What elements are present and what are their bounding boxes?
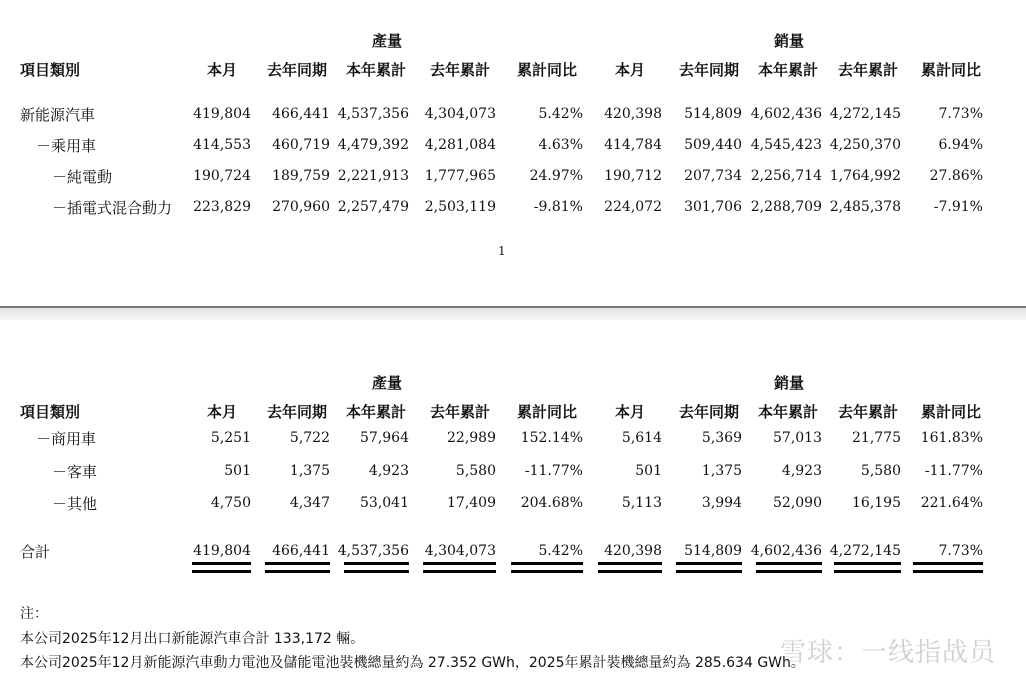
cell-value: 4,750 [210, 495, 251, 511]
double-underline [834, 562, 901, 565]
cell-value: 4.63% [538, 137, 583, 153]
total-value: 4,537,356 [337, 543, 409, 559]
cell-value: 17,409 [447, 495, 496, 511]
cell-value: 207,734 [684, 168, 742, 184]
cell-value: 5,580 [455, 463, 496, 479]
cell-value: -7.91% [933, 199, 983, 215]
row-label: －其他 [52, 495, 98, 513]
cell-value: 4,545,423 [750, 137, 822, 153]
double-underline [676, 562, 742, 565]
cell-value: 460,719 [272, 137, 330, 153]
total-value: 466,441 [272, 543, 330, 559]
column-header: 去年同期 [679, 61, 740, 79]
cell-value: 466,441 [272, 106, 330, 122]
column-header: 去年累計 [838, 61, 899, 79]
cell-value: 2,288,709 [750, 199, 822, 215]
watermark: 雪球：一线指战员 [779, 638, 996, 668]
cell-value: 204.68% [520, 495, 583, 511]
sales-group-header-2: 銷量 [774, 374, 805, 392]
column-header: 去年累計 [430, 61, 491, 79]
cell-value: 221.64% [920, 495, 983, 511]
production-group-header-2: 產量 [372, 374, 403, 392]
column-header: 去年同期 [267, 403, 328, 421]
double-underline [265, 570, 330, 573]
double-underline [511, 570, 583, 573]
cell-value: 501 [635, 463, 662, 479]
row-label: －純電動 [52, 168, 113, 186]
cell-value: 5,113 [621, 495, 662, 511]
cell-value: 52,090 [773, 495, 822, 511]
total-value: 420,398 [604, 543, 662, 559]
double-underline [344, 570, 409, 573]
cell-value: 4,304,073 [424, 106, 496, 122]
column-header: 累計同比 [517, 61, 578, 79]
cell-value: 1,777,965 [424, 168, 496, 184]
column-header: 本月 [615, 403, 646, 421]
column-header: 本月 [207, 403, 238, 421]
cell-value: 301,706 [684, 199, 742, 215]
double-underline [913, 570, 983, 573]
double-underline [192, 562, 251, 565]
cell-value: 4,479,392 [337, 137, 409, 153]
note-line-1: 本公司2025年12月出口新能源汽車合計 133,172 輛。 [20, 631, 365, 647]
double-underline [423, 570, 496, 573]
double-underline [511, 562, 583, 565]
total-value: 4,304,073 [424, 543, 496, 559]
total-value: 4,272,145 [829, 543, 901, 559]
cell-value: 4,250,370 [829, 137, 901, 153]
double-underline [913, 562, 983, 565]
cell-value: 4,347 [289, 495, 330, 511]
cell-value: 4,923 [368, 463, 409, 479]
cell-value: -11.77% [924, 463, 983, 479]
column-header: 去年累計 [430, 403, 491, 421]
cell-value: 4,272,145 [829, 106, 901, 122]
column-header: 本年累計 [758, 403, 819, 421]
row-label: －插電式混合動力 [52, 199, 173, 217]
cell-value: 4,602,436 [750, 106, 822, 122]
cell-value: 21,775 [852, 430, 901, 446]
cell-value: 414,784 [604, 137, 662, 153]
cell-value: 5,580 [860, 463, 901, 479]
category-header-1: 項目類別 [20, 61, 81, 79]
cell-value: 24.97% [529, 168, 583, 184]
cell-value: 4,537,356 [337, 106, 409, 122]
row-label: 新能源汽車 [20, 106, 96, 124]
cell-value: 190,712 [604, 168, 662, 184]
column-header: 去年同期 [267, 61, 328, 79]
cell-value: 5,369 [701, 430, 742, 446]
cell-value: 419,804 [193, 106, 251, 122]
cell-value: 501 [224, 463, 251, 479]
cell-value: 2,221,913 [337, 168, 409, 184]
page-number: 1 [498, 244, 506, 258]
total-value: 4,602,436 [750, 543, 822, 559]
double-underline [598, 562, 662, 565]
category-header-2: 項目類別 [20, 403, 81, 421]
cell-value: 4,923 [781, 463, 822, 479]
total-label: 合計 [20, 543, 51, 561]
cell-value: 2,257,479 [337, 199, 409, 215]
page-separator [0, 306, 1026, 320]
double-underline [676, 570, 742, 573]
column-header: 累計同比 [921, 403, 982, 421]
column-header: 本年累計 [346, 403, 407, 421]
cell-value: 5,614 [621, 430, 662, 446]
cell-value: 5,722 [289, 430, 330, 446]
column-header: 累計同比 [517, 403, 578, 421]
double-underline [192, 570, 251, 573]
cell-value: -9.81% [533, 199, 583, 215]
cell-value: 2,503,119 [424, 199, 496, 215]
column-header: 本月 [615, 61, 646, 79]
double-underline [423, 562, 496, 565]
row-label: －乘用車 [36, 137, 97, 155]
cell-value: -11.77% [524, 463, 583, 479]
cell-value: 3,994 [701, 495, 742, 511]
double-underline [598, 570, 662, 573]
double-underline [344, 562, 409, 565]
notes-title: 注： [20, 606, 48, 622]
column-header: 去年同期 [679, 403, 740, 421]
cell-value: 22,989 [447, 430, 496, 446]
row-label: －客車 [52, 463, 98, 481]
cell-value: 1,764,992 [829, 168, 901, 184]
double-underline [265, 562, 330, 565]
production-group-header-1: 產量 [372, 32, 403, 50]
column-header: 去年累計 [838, 403, 899, 421]
cell-value: 53,041 [360, 495, 409, 511]
cell-value: 57,964 [360, 430, 409, 446]
cell-value: 5,251 [210, 430, 251, 446]
cell-value: 509,440 [684, 137, 742, 153]
column-header: 累計同比 [921, 61, 982, 79]
total-value: 419,804 [193, 543, 251, 559]
cell-value: 161.83% [920, 430, 983, 446]
cell-value: 5.42% [538, 106, 583, 122]
row-label: －商用車 [36, 430, 97, 448]
double-underline [756, 570, 822, 573]
cell-value: 27.86% [929, 168, 983, 184]
total-value: 7.73% [938, 543, 983, 559]
cell-value: 7.73% [938, 106, 983, 122]
column-header: 本月 [207, 61, 238, 79]
cell-value: 16,195 [852, 495, 901, 511]
total-value: 5.42% [538, 543, 583, 559]
cell-value: 2,256,714 [750, 168, 822, 184]
cell-value: 270,960 [272, 199, 330, 215]
column-header: 本年累計 [346, 61, 407, 79]
sales-group-header-1: 銷量 [774, 32, 805, 50]
cell-value: 57,013 [773, 430, 822, 446]
cell-value: 224,072 [604, 199, 662, 215]
cell-value: 189,759 [272, 168, 330, 184]
cell-value: 514,809 [684, 106, 742, 122]
cell-value: 2,485,378 [829, 199, 901, 215]
total-value: 514,809 [684, 543, 742, 559]
double-underline [756, 562, 822, 565]
cell-value: 6.94% [938, 137, 983, 153]
cell-value: 4,281,084 [424, 137, 496, 153]
cell-value: 223,829 [193, 199, 251, 215]
double-underline [834, 570, 901, 573]
cell-value: 152.14% [520, 430, 583, 446]
cell-value: 1,375 [289, 463, 330, 479]
note-line-2: 本公司2025年12月新能源汽車動力電池及儲能電池裝機總量約為 27.352 GWh，2025年累計裝機總量約為 285.634 GWh。 [20, 655, 805, 671]
cell-value: 414,553 [193, 137, 251, 153]
cell-value: 1,375 [701, 463, 742, 479]
cell-value: 190,724 [193, 168, 251, 184]
cell-value: 420,398 [604, 106, 662, 122]
column-header: 本年累計 [758, 61, 819, 79]
